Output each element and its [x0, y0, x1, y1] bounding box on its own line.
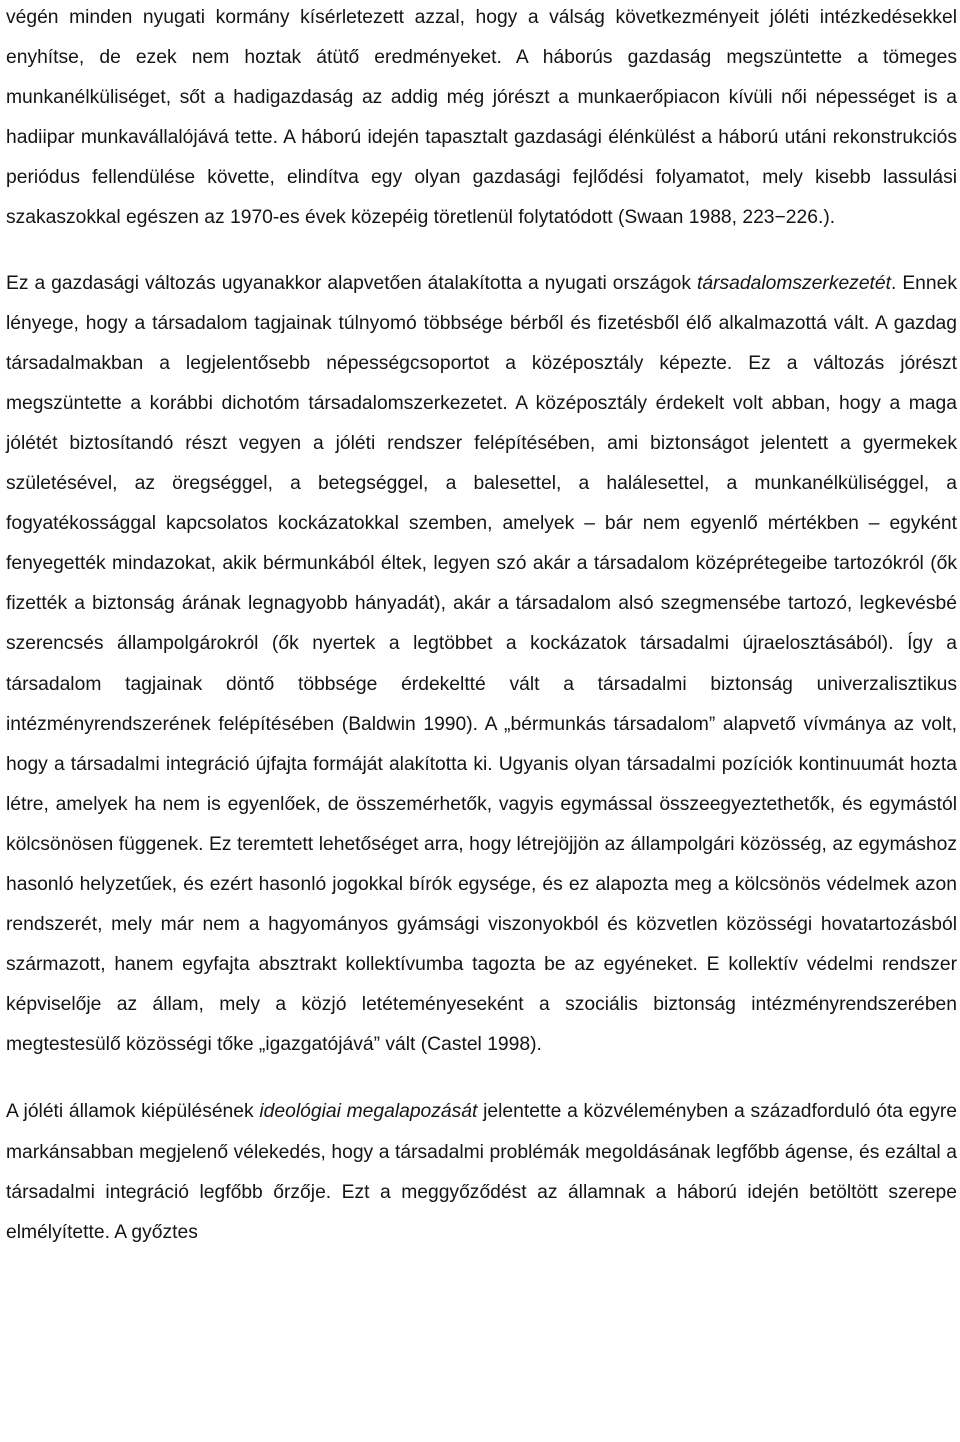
italic-term-ideologiai-megalapozas: ideológiai megalapozását: [259, 1101, 478, 1123]
paragraph-2: [6, 264, 957, 1066]
en-dash-symbol: −: [774, 207, 786, 229]
paragraph-1-text-end: 226.).: [785, 207, 836, 229]
paragraph-2-text-start: Ez a gazdasági változás ugyanakkor alapvetően átalakította a nyugati országok: [6, 272, 698, 294]
italic-term-tarsadalomszerkezet: társadalomszerkezetét: [697, 272, 891, 294]
paragraph-spacer: [6, 1065, 957, 1092]
paragraph-spacer: [6, 239, 957, 264]
paragraph-3-text-start: A jóléti államok kiépülésének: [6, 1101, 260, 1123]
paragraph-1: [6, 0, 957, 239]
paragraph-3-text: jelentette a közvéleményben a századforduló óta egyre markánsabban megjelenő vélekedés, hogy a társadalmi problémák megoldásának legfőbb ágense, és ezáltal a társadalmi integráció legfőbb őrzője. Ezt a meggyőződést az államnak a háború idején betöltött szerepe elmélyítette. A győztes: [6, 1101, 957, 1243]
paragraph-1-text: végén minden nyugati kormány kísérletezett azzal, hogy a válság következményeit jóléti intézkedésekkel enyhítse, de ezek nem hoztak átütő eredményeket. A háborús gazdaság megszüntette a tömeges munkanélküliséget, sőt a hadigazdaság az addig még jórészt a munkaerőpiacon kívüli női népességet is a hadiipar munkavállalójává tette. A háború idején tapasztalt gazdasági élénkülést a háború utáni rekonstrukciós periódus fellendülése követte, elindítva egy olyan gazdasági fejlődési folyamatot, mely kisebb lassulási szakaszokkal egészen az 1970-es évek közepéig töretlenül folytatódott (Swaan 1988, 223: [6, 7, 957, 229]
document-page: [6, 0, 957, 1253]
paragraph-2-text: . Ennek lényege, hogy a társadalom tagjainak túlnyomó többsége bérből és fizetésből élő alkalmazottá vált. A gazdag társadalmakban a legjelentősebb népességcsoportot a középosztály képezte. Ez a változás jórészt megszüntette a korábbi dichotóm társadalomszerkezetet. A középosztály érdekelt volt abban, hogy a maga jólétét biztosítandó részt vegyen a jóléti rendszer felépítésében, ami biztonságot jelentett a gyermekek születésével, az öregséggel, a betegséggel, a balesettel, a halálesettel, a munkanélküliséggel, a fogyatékossággal kapcsolatos kockázatokkal szemben, amelyek – bár nem egyenlő mértékben – egyként fenyegették mindazokat, akik bérmunkából éltek, legyen szó akár a társadalom középrétegeibe tartozókról (ők fizették a biztonság árának legnagyobb hányadát), akár a társadalom alsó szegmensébe tartozó, legkevésbé szerencsés állampolgárokról (ők nyertek a legtöbbet a kockázatok társadalmi újraelosztásából). Így a társadalom tagjainak döntő többsége érdekeltté vált a társadalmi biztonság univerzalisztikus intézményrendszerének felépítésében (Baldwin 1990). A „bérmunkás társadalom” alapvető vívmánya az volt, hogy a társadalmi integráció újfajta formáját alakította ki. Ugyanis olyan társadalmi pozíciók kontinuumát hozta létre, amelyek ha nem is egyenlőek, de összemérhetők, vagyis egymással összeegyeztethetők, és egymástól kölcsönösen függenek. Ez teremtett lehetőséget arra, hogy létrejöjjön az állampolgári közösség, az egymáshoz hasonló helyzetűek, és ezért hasonló jogokkal bírók egysége, és ez alapozta meg a kölcsönös védelmek azon rendszerét, mely már nem a hagyományos gyámsági viszonyokból és közvetlen közösségi hovatartozásból származott, hanem egyfajta absztrakt kollektívumba tagozta be az egyéneket. E kollektív védelmi rendszer képviselője az állam, mely a közjó letéteményeseként a szociális biztonság intézményrendszerében megtestesülő közösségi tőke „igazgatójává” vált (Castel 1998).: [6, 272, 957, 1056]
paragraph-3: [6, 1092, 957, 1252]
